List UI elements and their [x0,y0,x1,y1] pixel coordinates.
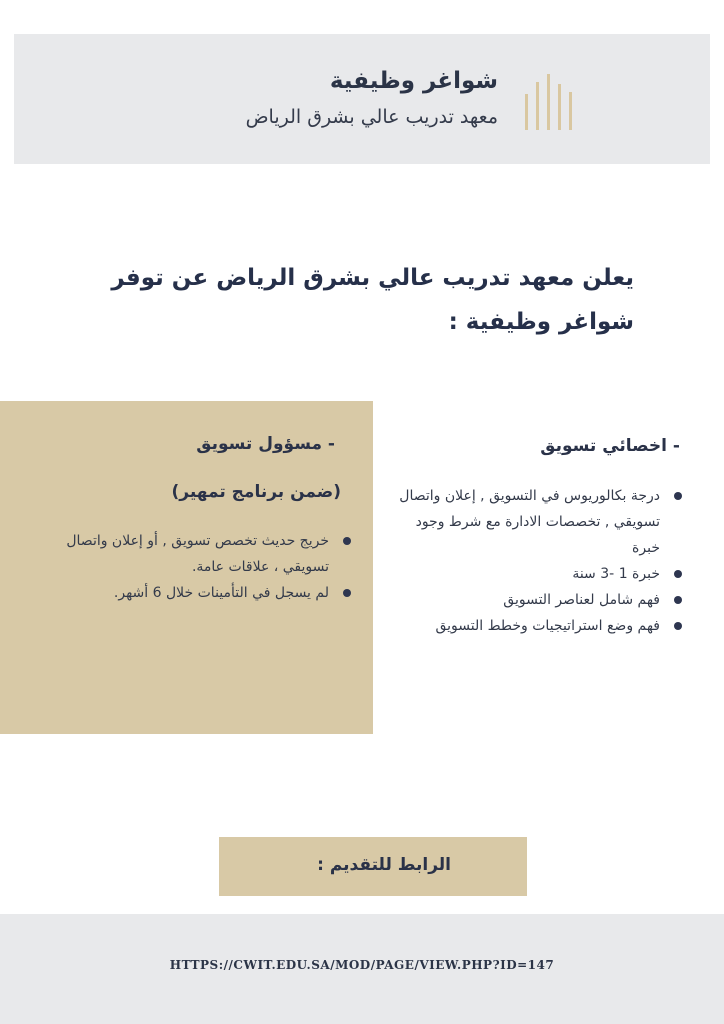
list-item: خبرة 1 -3 سنة [390,561,660,587]
list-item: لم يسجل في التأمينات خلال 6 أشهر. [39,580,329,606]
list-item: فهم وضع استراتيجيات وخطط التسويق [390,613,660,639]
announcement-line-1: يعلن معهد تدريب عالي بشرق الرياض عن توفر [111,265,634,291]
list-item: خريج حديث تخصص تسويق , أو إعلان واتصال تسويقي ، علاقات عامة. [39,528,329,580]
right-column-list [390,483,682,639]
header-title: شواغر وظيفية [329,68,498,94]
header-panel [14,34,710,164]
right-column-title: - اخصائي تسويق [540,436,680,456]
footer-panel [0,914,724,1024]
announcement-heading [74,256,634,344]
left-column-title: - مسؤول تسويق [196,434,335,454]
left-column-list [39,528,351,606]
apply-link-label-box [219,837,527,896]
announcement-line-2: شواغر وظيفية : [448,309,634,335]
left-column-note: (ضمن برنامج تمهير) [171,482,341,502]
header-subtitle: معهد تدريب عالي بشرق الرياض [245,106,498,128]
list-item: درجة بكالوريوس في التسويق , إعلان واتصال تسويقي , تخصصات الادارة مع شرط وجود خبرة [390,483,660,561]
bars-logo-icon [525,74,575,130]
header-text [246,64,498,134]
apply-link-label: الرابط للتقديم : [317,855,451,875]
list-item: فهم شامل لعناصر التسويق [390,587,660,613]
application-url-link[interactable]: HTTPS://CWIT.EDU.SA/MOD/PAGE/VIEW.PHP?ID=147 [169,958,555,972]
